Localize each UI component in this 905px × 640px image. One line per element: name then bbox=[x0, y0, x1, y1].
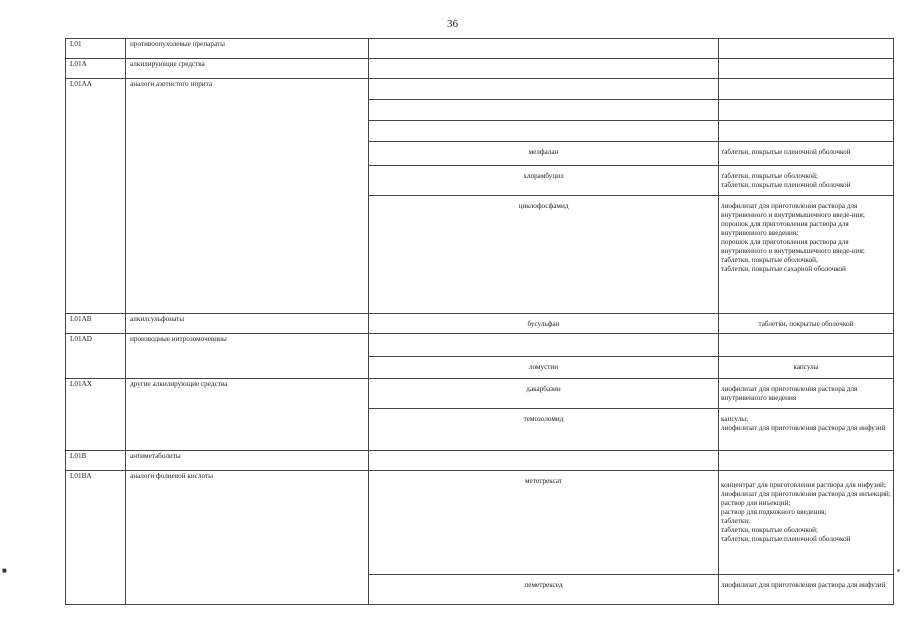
atc-group-name: алкилсульфонаты bbox=[126, 314, 369, 334]
atc-group-name: противоопухолевые препараты bbox=[126, 39, 369, 59]
dosage-forms: лиофилизат для приготовления раствора для инфузий bbox=[719, 575, 894, 605]
dosage-forms: лиофилизат для приготовления раствора для внутривенного и внутримышечного введе-ния; порошок для приготовления раствора для внутривенного введения; порошок для приготовления раствора для внутривенного и внутримышечного введе-ния; таблетки, покрытые оболочкой, таблетки, покрытые сахарной оболочкой bbox=[719, 196, 894, 314]
drug-table bbox=[65, 38, 894, 605]
atc-group-name: аналоги фолиевой кислоты bbox=[126, 471, 369, 605]
right-edge-mark: ▪ bbox=[897, 566, 900, 575]
empty-cell bbox=[719, 100, 894, 121]
dosage-forms: таблетки, покрытые оболочкой bbox=[719, 314, 894, 334]
atc-code: L01A bbox=[66, 59, 126, 79]
empty-cell bbox=[369, 79, 719, 100]
empty-cell bbox=[719, 334, 894, 357]
atc-code: L01BA bbox=[66, 471, 126, 605]
empty-cell bbox=[719, 121, 894, 142]
table-row bbox=[66, 39, 894, 59]
drug-name: бусульфан bbox=[369, 314, 719, 334]
page-number: 36 bbox=[447, 18, 458, 30]
empty-cell bbox=[369, 121, 719, 142]
empty-cell bbox=[719, 59, 894, 79]
table-row bbox=[66, 379, 894, 409]
atc-code: L01 bbox=[66, 39, 126, 59]
drug-name: дакарбазин bbox=[369, 379, 719, 409]
drug-name: циклофосфамид bbox=[369, 196, 719, 314]
drug-name: мелфалан bbox=[369, 142, 719, 166]
atc-code: L01B bbox=[66, 451, 126, 471]
table-row bbox=[66, 471, 894, 575]
empty-cell bbox=[369, 100, 719, 121]
dosage-forms: капсулы; лиофилизат для приготовления раствора для инфузий bbox=[719, 409, 894, 451]
table-row bbox=[66, 314, 894, 334]
dosage-forms: концентрат для приготовления раствора для инфузий; лиофилизат для приготовления раствора для инъекций; раствор для инъекций; раствор для подкожного введения; таблетки; таблетки, покрытые оболочкой; таблетки, покрытые пленочной оболочкой bbox=[719, 471, 894, 575]
atc-code: L01AX bbox=[66, 379, 126, 451]
empty-cell bbox=[369, 59, 719, 79]
dosage-forms: таблетки, покрытые пленочной оболочкой bbox=[719, 142, 894, 166]
empty-cell bbox=[719, 39, 894, 59]
left-edge-mark: ■ bbox=[2, 566, 7, 575]
empty-cell bbox=[369, 39, 719, 59]
dosage-forms: таблетки, покрытые оболочкой; таблетки, покрытые пленочной оболочкой bbox=[719, 166, 894, 196]
atc-code: L01AA bbox=[66, 79, 126, 314]
table-row bbox=[66, 59, 894, 79]
empty-cell bbox=[369, 334, 719, 357]
empty-cell bbox=[369, 451, 719, 471]
atc-group-name: производные нитрозомочевины bbox=[126, 334, 369, 379]
atc-group-name: алкилирующие средства bbox=[126, 59, 369, 79]
empty-cell bbox=[719, 451, 894, 471]
table-row bbox=[66, 334, 894, 357]
dosage-forms: лиофилизат для приготовления раствора для внутривенного введения bbox=[719, 379, 894, 409]
atc-group-name: антиметаболиты bbox=[126, 451, 369, 471]
table-row bbox=[66, 451, 894, 471]
drug-name: ломустин bbox=[369, 357, 719, 379]
atc-code: L01AB bbox=[66, 314, 126, 334]
atc-code: L01AD bbox=[66, 334, 126, 379]
drug-name: пеметрексед bbox=[369, 575, 719, 605]
empty-cell bbox=[719, 79, 894, 100]
drug-name: хлорамбуцил bbox=[369, 166, 719, 196]
drug-name: темозоломид bbox=[369, 409, 719, 451]
table-row bbox=[66, 79, 894, 100]
atc-group-name: другие алкилирующие средства bbox=[126, 379, 369, 451]
dosage-forms: капсулы bbox=[719, 357, 894, 379]
drug-name: метотрексат bbox=[369, 471, 719, 575]
atc-group-name: аналоги азотистого иприта bbox=[126, 79, 369, 314]
